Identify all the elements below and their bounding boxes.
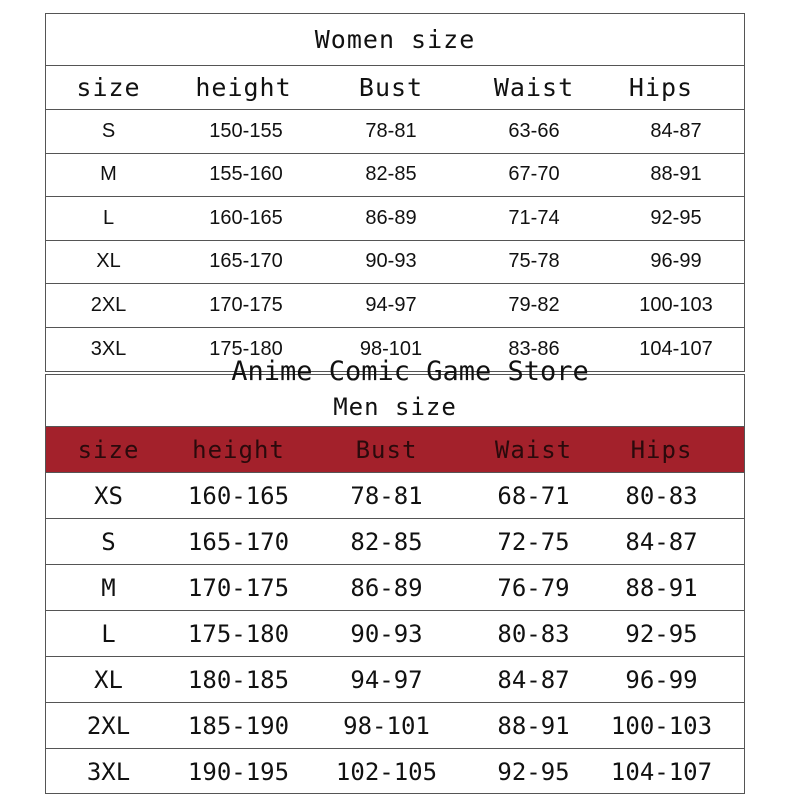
cell-height: 165-170 [187,527,290,556]
cell-bust: 86-89 [365,206,417,229]
header-hips: Hips [628,73,694,102]
cell-height: 190-195 [187,758,290,786]
cell-height: 150-155 [209,119,283,142]
cell-height: 185-190 [187,711,290,740]
cell-hips: 84-87 [625,527,698,556]
cell-bust: 78-81 [365,119,417,142]
cell-waist: 79-82 [508,293,560,316]
cell-bust: 98-101 [359,337,423,360]
header-waist: Waist [493,73,575,102]
women-table-title: Women size [46,14,744,66]
cell-size: L [102,206,115,229]
cell-hips: 92-95 [650,206,702,229]
cell-bust: 82-85 [350,527,423,556]
table-row [46,154,744,198]
cell-size: 2XL [86,711,131,740]
cell-bust: 94-97 [365,293,417,316]
cell-height: 180-185 [187,665,290,694]
cell-hips: 100-103 [639,293,713,316]
cell-size: L [101,619,116,648]
header-size: size [77,435,140,464]
cell-size: XL [96,250,121,273]
cell-size: 3XL [86,758,131,786]
cell-waist: 76-79 [497,573,570,602]
table-row [46,110,744,154]
cell-size: XL [94,665,123,694]
header-bust: Bust [358,73,424,102]
cell-hips: 104-107 [610,758,713,786]
cell-bust: 82-85 [365,163,417,186]
header-height: height [192,435,285,464]
cell-hips: 92-95 [625,619,698,648]
cell-waist: 68-71 [497,481,570,510]
cell-hips: 96-99 [650,250,702,273]
cell-hips: 96-99 [625,665,698,694]
cell-hips: 104-107 [639,337,713,360]
table-row [46,473,744,519]
cell-size: M [101,573,116,602]
cell-waist: 75-78 [508,250,560,273]
cell-hips: 88-91 [650,163,702,186]
women-size-table [45,13,745,372]
table-row [46,197,744,241]
cell-waist: 72-75 [497,527,570,556]
cell-waist: 92-95 [497,758,570,786]
cell-waist: 67-70 [508,163,560,186]
cell-hips: 88-91 [625,573,698,602]
header-size: size [76,73,141,102]
cell-size: S [101,527,116,556]
table-row [46,611,744,657]
cell-height: 165-170 [209,250,283,273]
cell-height: 160-165 [209,206,283,229]
table-row [46,749,744,795]
table-row [46,328,744,372]
table-row [46,565,744,611]
women-header-row [46,66,744,110]
table-row [46,284,744,328]
header-height: height [195,73,292,102]
header-waist: Waist [494,435,573,464]
store-watermark: Anime Comic Game Store [231,356,589,387]
cell-hips: 84-87 [650,119,702,142]
table-row [46,241,744,285]
cell-hips: 100-103 [610,711,713,740]
cell-size: XS [94,481,123,510]
cell-height: 170-175 [187,573,290,602]
header-hips: Hips [630,435,693,464]
header-bust: Bust [355,435,418,464]
men-header-row [46,427,744,473]
cell-bust: 94-97 [350,665,423,694]
cell-height: 170-175 [209,293,283,316]
cell-size: S [101,119,116,142]
cell-bust: 98-101 [343,711,430,740]
cell-height: 175-180 [187,619,290,648]
cell-waist: 83-86 [508,337,560,360]
cell-size: M [100,163,117,186]
cell-bust: 102-105 [335,758,438,786]
cell-waist: 88-91 [497,711,570,740]
cell-size: 3XL [90,337,127,360]
cell-bust: 90-93 [365,250,417,273]
cell-waist: 63-66 [508,119,560,142]
men-table-title: Men size [46,375,744,427]
table-row [46,657,744,703]
cell-waist: 84-87 [497,665,570,694]
men-size-table [45,374,745,794]
cell-bust: 90-93 [350,619,423,648]
cell-hips: 80-83 [625,481,698,510]
cell-bust: 86-89 [350,573,423,602]
table-row [46,703,744,749]
cell-size: 2XL [90,293,127,316]
table-row [46,519,744,565]
cell-waist: 80-83 [497,619,570,648]
cell-height: 155-160 [209,163,283,186]
cell-waist: 71-74 [508,206,560,229]
cell-height: 175-180 [209,337,283,360]
cell-bust: 78-81 [350,481,423,510]
cell-height: 160-165 [187,481,290,510]
